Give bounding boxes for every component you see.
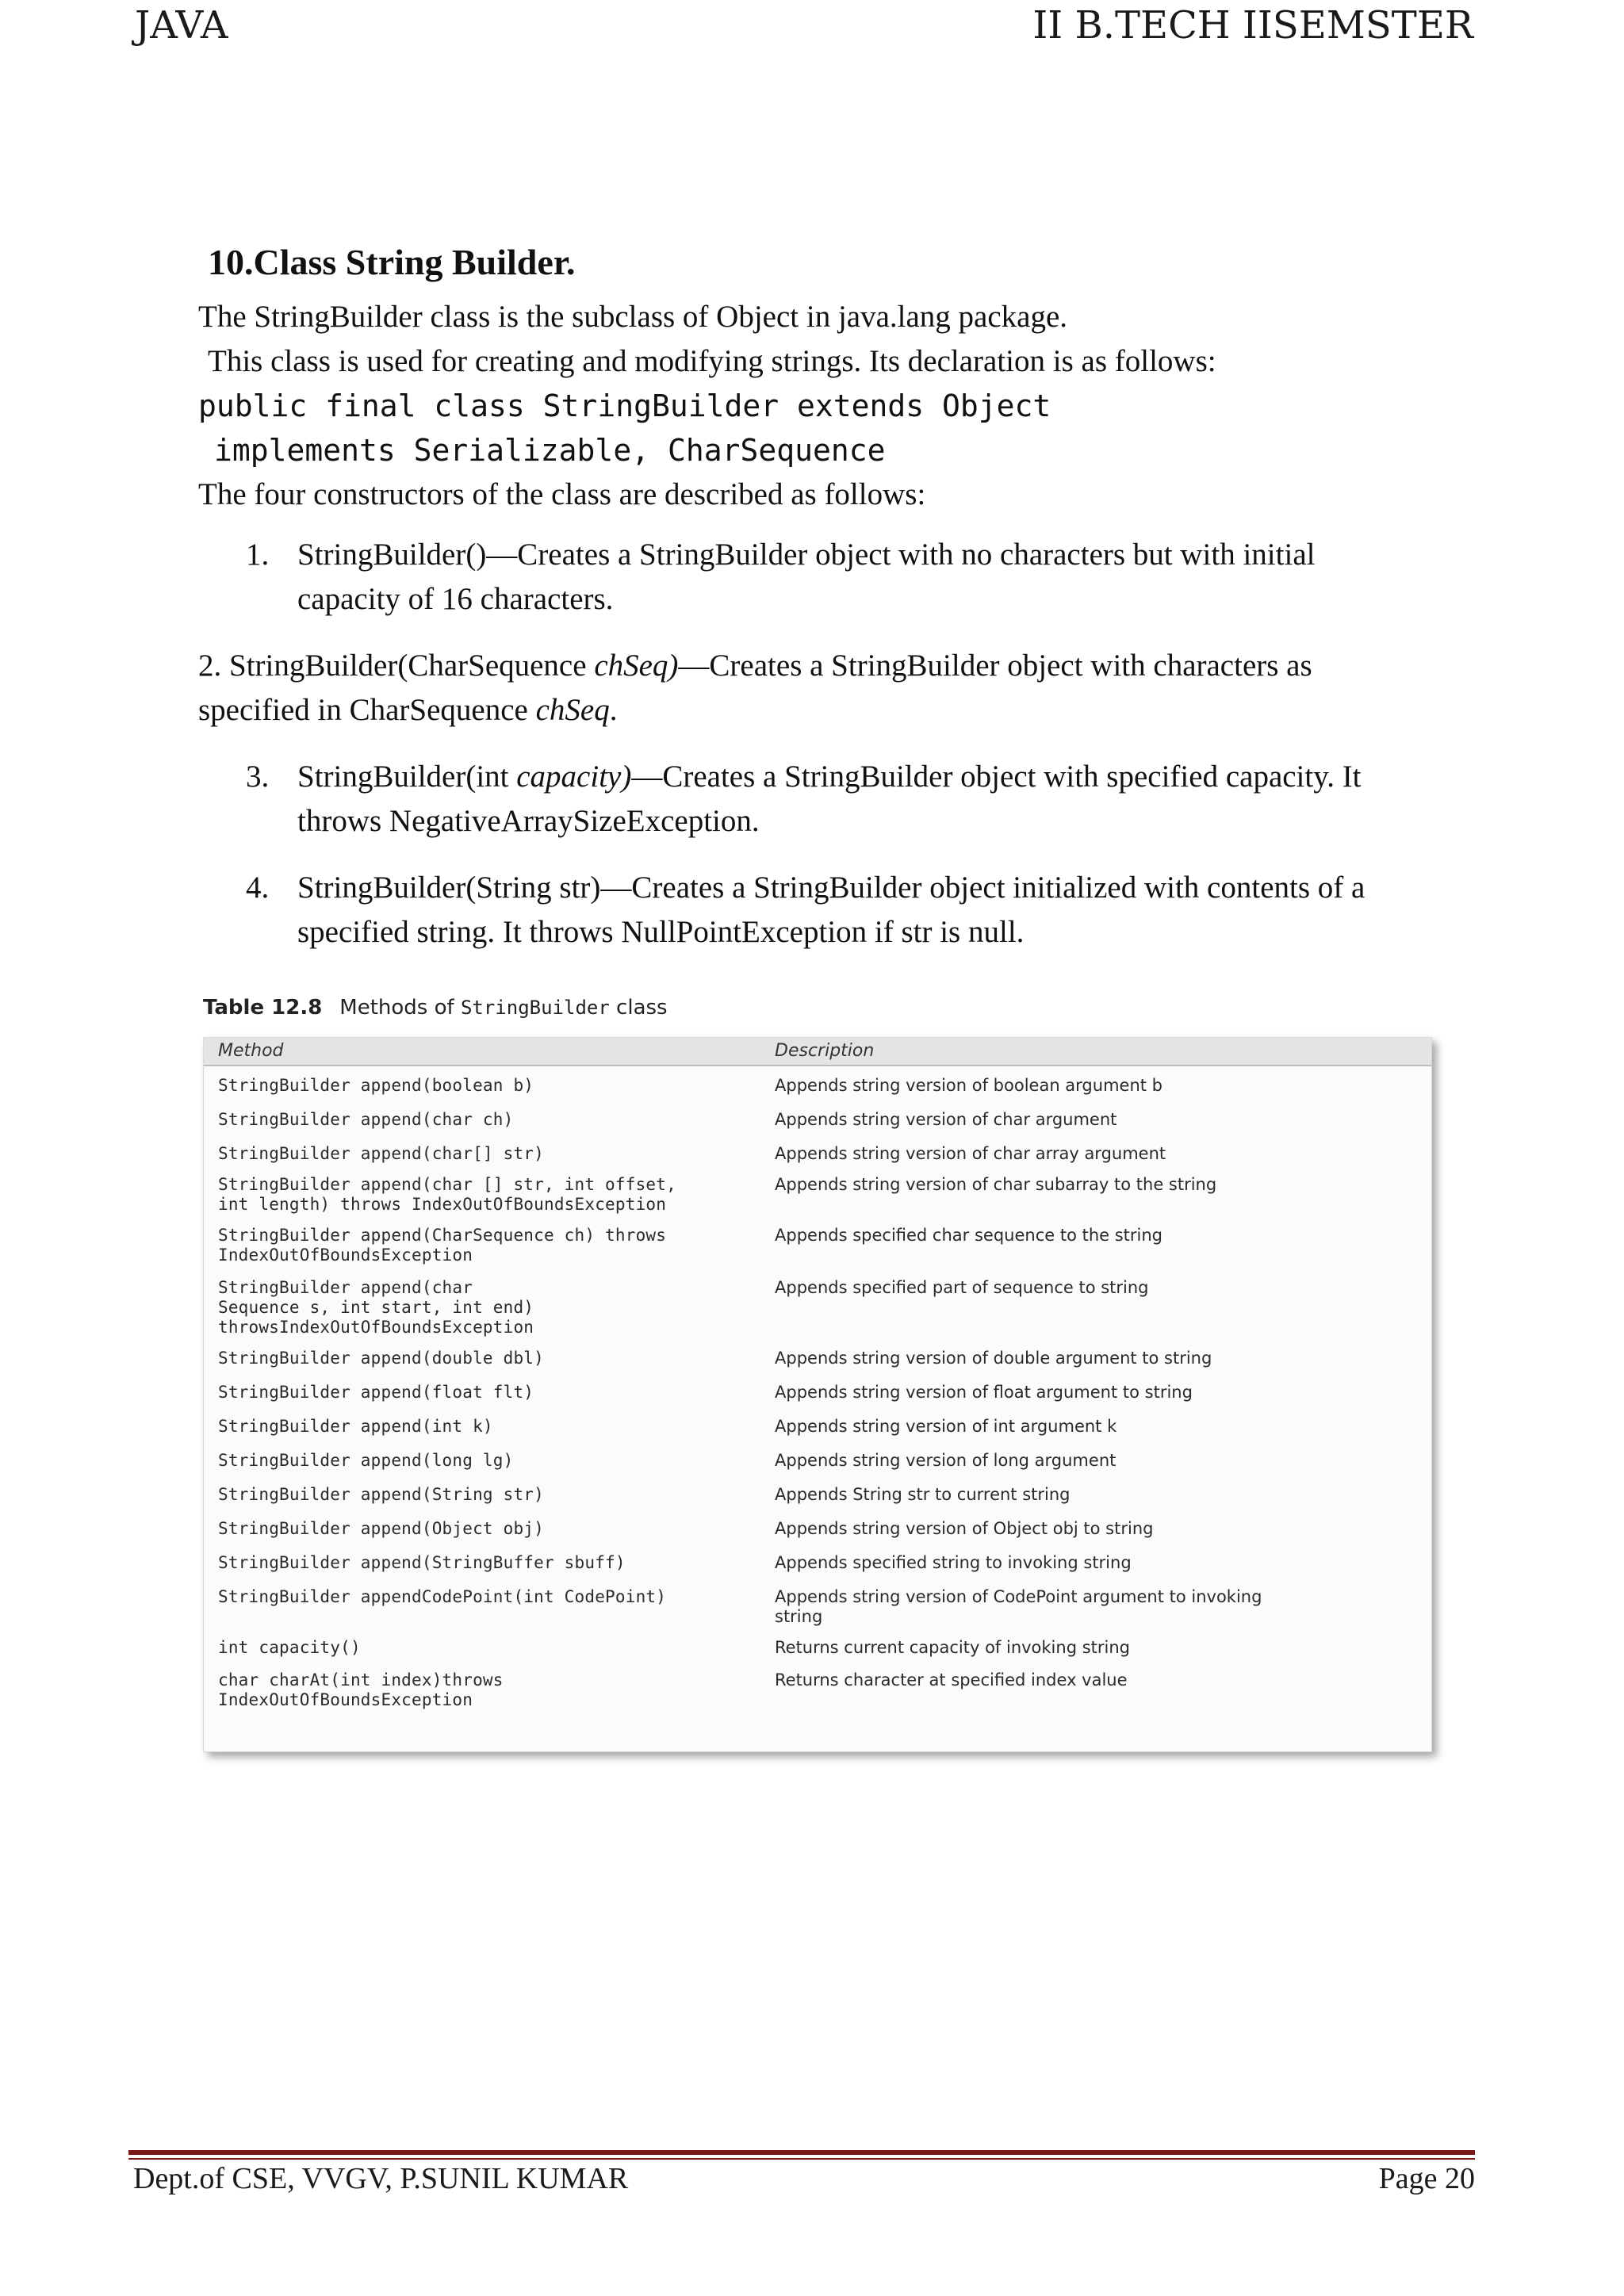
header-course: II B.TECH IISEMSTER (1032, 3, 1473, 48)
table-row (204, 1175, 1431, 1215)
description-line: string (775, 1607, 823, 1626)
description-cell (768, 1519, 1431, 1539)
header-subject: JAVA (135, 3, 228, 48)
method-line: StringBuilder append(double dbl) (218, 1349, 544, 1368)
item-text: capacity of 16 characters. (297, 582, 614, 616)
column-header-method: Method (218, 1041, 284, 1061)
table-body (204, 1076, 1431, 1710)
method-line: IndexOutOfBoundsException (218, 1690, 473, 1709)
description-line: Appends string version of char array argument (775, 1144, 1166, 1163)
item-text-part: StringBuilder(int (297, 760, 517, 794)
method-line: StringBuilder append(CharSequence ch) throws (218, 1226, 667, 1245)
description-cell (768, 1110, 1431, 1130)
item-number: 4. (246, 871, 270, 905)
table-row (204, 1485, 1431, 1505)
footer-rule-thin (128, 2158, 1475, 2160)
method-cell (204, 1638, 768, 1658)
description-cell (768, 1553, 1431, 1573)
description-line: Appends string version of Object obj to string (775, 1519, 1154, 1538)
method-line: StringBuilder append(char[] str) (218, 1144, 544, 1163)
description-cell (768, 1587, 1431, 1627)
description-cell (768, 1670, 1431, 1710)
item-text-part: . (609, 693, 618, 727)
constructor-item-3 (198, 755, 1443, 844)
table-row (204, 1451, 1431, 1471)
method-cell (204, 1553, 768, 1573)
table-row (204, 1349, 1431, 1368)
section-heading: 10.Class String Builder. (208, 242, 576, 282)
method-line: StringBuilder append(char [] str, int offset, (218, 1175, 676, 1194)
method-line: StringBuilder append(String str) (218, 1485, 544, 1504)
description-line: Returns current capacity of invoking string (775, 1638, 1130, 1657)
method-line: StringBuilder append(long lg) (218, 1451, 514, 1470)
method-cell (204, 1226, 768, 1265)
method-line: int capacity() (218, 1638, 361, 1657)
description-cell (768, 1175, 1431, 1215)
description-cell (768, 1278, 1431, 1337)
item-text-part: —Creates a StringBuilder object with specified capacity. It (631, 760, 1362, 794)
description-cell (768, 1638, 1431, 1658)
code-declaration-line-2: implements Serializable, CharSequence (214, 433, 886, 468)
item-text: StringBuilder(String str)—Creates a StringBuilder object initialized with contents of a (297, 871, 1365, 905)
description-line: Appends string version of CodePoint argument to invoking (775, 1587, 1262, 1606)
table-row (204, 1226, 1431, 1265)
method-line: StringBuilder append(StringBuffer sbuff) (218, 1553, 626, 1572)
method-cell (204, 1519, 768, 1539)
description-line: Appends specified string to invoking string (775, 1553, 1132, 1572)
method-line: Sequence s, int start, int end) (218, 1298, 534, 1317)
item-text (198, 644, 1443, 688)
table-row (204, 1638, 1431, 1658)
description-line: Appends string version of char argument (775, 1110, 1117, 1129)
method-line: StringBuilder append(float flt) (218, 1383, 534, 1402)
item-text-part: StringBuilder(CharSequence (229, 649, 595, 683)
method-cell (204, 1110, 768, 1130)
item-text: specified string. It throws NullPointException if str is null. (297, 915, 1025, 949)
description-line: Appends specified part of sequence to string (775, 1278, 1149, 1297)
item-number: 3. (246, 760, 270, 794)
constructor-item-1 (198, 533, 1443, 622)
method-line: throwsIndexOutOfBoundsException (218, 1318, 534, 1337)
description-line: Appends String str to current string (775, 1485, 1071, 1504)
table-caption-text: Methods of (339, 996, 461, 1020)
description-cell (768, 1451, 1431, 1471)
description-cell (768, 1076, 1431, 1096)
table-row (204, 1144, 1431, 1164)
intro-line-2: This class is used for creating and modifying strings. Its declaration is as follows: (208, 344, 1216, 378)
method-cell (204, 1451, 768, 1471)
item-text: throws NegativeArraySizeException. (297, 804, 760, 838)
item-number: 2. (198, 649, 222, 683)
table-number: Table 12.8 (203, 996, 323, 1020)
table-row (204, 1278, 1431, 1337)
method-line: int length) throws IndexOutOfBoundsException (218, 1195, 667, 1214)
description-line: Appends string version of long argument (775, 1451, 1116, 1470)
method-cell (204, 1587, 768, 1627)
method-cell (204, 1175, 768, 1215)
method-line: StringBuilder append(char ch) (218, 1110, 514, 1129)
method-cell (204, 1144, 768, 1164)
table-caption-class: StringBuilder (460, 997, 610, 1019)
table-row (204, 1076, 1431, 1096)
table-row (204, 1519, 1431, 1539)
item-number: 1. (246, 538, 270, 572)
description-cell (768, 1226, 1431, 1265)
item-text (198, 688, 1443, 733)
column-header-description: Description (775, 1041, 875, 1061)
description-line: Appends string version of float argument to string (775, 1383, 1193, 1402)
item-text-part: —Creates a StringBuilder object with characters as (678, 649, 1312, 683)
table-caption (203, 996, 668, 1020)
page-content (198, 238, 1443, 977)
table-row (204, 1110, 1431, 1130)
description-line: Returns character at specified index value (775, 1670, 1128, 1689)
method-cell (204, 1278, 768, 1337)
page-number: Page 20 (1378, 2162, 1475, 2195)
description-line: Appends string version of char subarray to the string (775, 1175, 1217, 1194)
table-caption-tail: class (609, 996, 668, 1020)
item-param: capacity) (516, 760, 632, 794)
constructor-item-2 (198, 644, 1443, 733)
table-row (204, 1383, 1431, 1402)
methods-table (203, 1037, 1432, 1752)
description-line: Appends string version of double argument to string (775, 1349, 1212, 1368)
constructors-intro: The four constructors of the class are described as follows: (198, 477, 926, 511)
description-cell (768, 1383, 1431, 1402)
table-row (204, 1553, 1431, 1573)
item-param: chSeq) (594, 649, 679, 683)
table-row (204, 1417, 1431, 1437)
table-row (204, 1670, 1431, 1710)
description-line: Appends string version of int argument k (775, 1417, 1117, 1436)
description-line: Appends string version of boolean argument b (775, 1076, 1162, 1095)
method-line: StringBuilder append(boolean b) (218, 1076, 534, 1095)
item-param: chSeq (535, 693, 610, 727)
table-header (204, 1038, 1431, 1066)
intro-line-1: The StringBuilder class is the subclass of Object in java.lang package. (198, 300, 1068, 334)
method-cell (204, 1670, 768, 1710)
method-line: StringBuilder append(int k) (218, 1417, 493, 1436)
item-text (297, 755, 1443, 799)
table-row (204, 1587, 1431, 1627)
description-cell (768, 1485, 1431, 1505)
footer-author: Dept.of CSE, VVGV, P.SUNIL KUMAR (133, 2162, 629, 2195)
item-text: StringBuilder()—Creates a StringBuilder object with no characters but with initial (297, 538, 1316, 572)
method-line: char charAt(int index)throws (218, 1670, 504, 1689)
description-cell (768, 1144, 1431, 1164)
item-text-part: specified in CharSequence (198, 693, 536, 727)
footer-rule (128, 2150, 1475, 2155)
method-line: IndexOutOfBoundsException (218, 1246, 473, 1265)
method-cell (204, 1076, 768, 1096)
description-cell (768, 1417, 1431, 1437)
method-cell (204, 1485, 768, 1505)
method-line: StringBuilder appendCodePoint(int CodePoint) (218, 1587, 667, 1606)
constructor-item-4 (198, 866, 1443, 955)
method-line: StringBuilder append(char (218, 1278, 473, 1297)
method-cell (204, 1349, 768, 1368)
description-line: Appends specified char sequence to the string (775, 1226, 1163, 1245)
constructor-list (198, 533, 1443, 955)
code-declaration-line-1: public final class StringBuilder extends Object (198, 388, 1051, 423)
method-line: StringBuilder append(Object obj) (218, 1519, 544, 1538)
method-cell (204, 1417, 768, 1437)
description-cell (768, 1349, 1431, 1368)
method-cell (204, 1383, 768, 1402)
